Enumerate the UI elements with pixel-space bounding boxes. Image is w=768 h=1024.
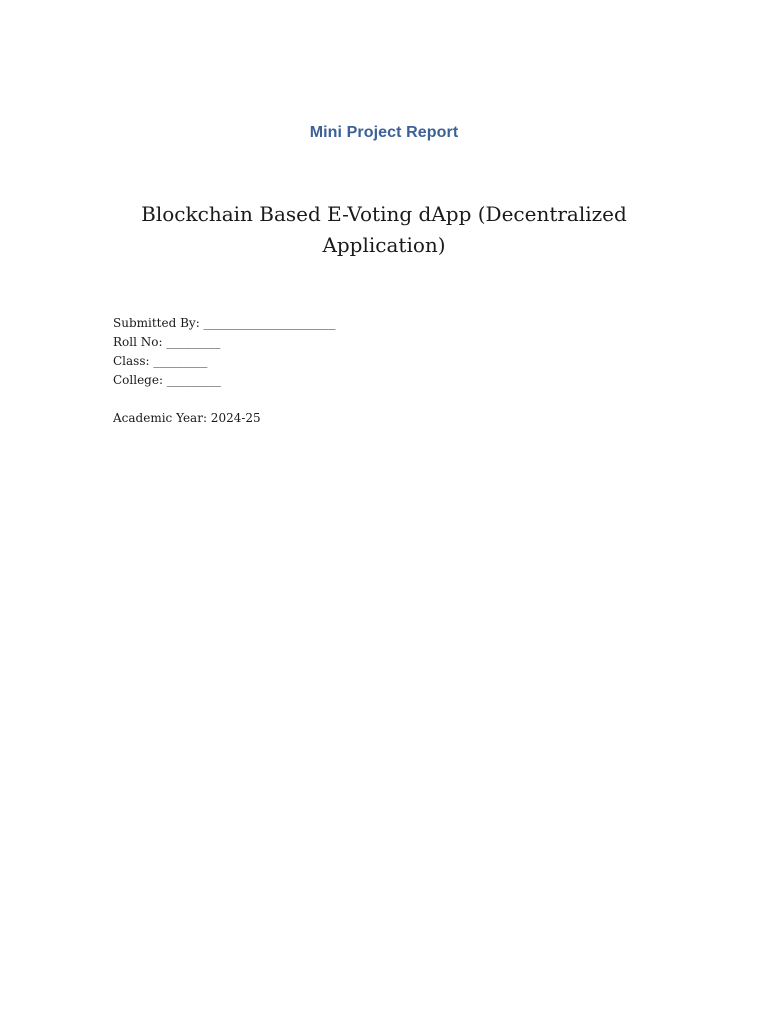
submission-details: [113, 314, 336, 390]
submitted-by-line: Submitted By: ______________________: [113, 316, 336, 330]
academic-year-line: Academic Year: 2024-25: [113, 411, 261, 425]
roll-no-line: Roll No: _________: [113, 335, 221, 349]
college-line: College: _________: [113, 373, 221, 387]
project-title: Blockchain Based E-Voting dApp (Decentralized Application): [141, 202, 627, 257]
class-line: Class: _________: [113, 354, 208, 368]
report-heading: Mini Project Report: [309, 124, 459, 141]
